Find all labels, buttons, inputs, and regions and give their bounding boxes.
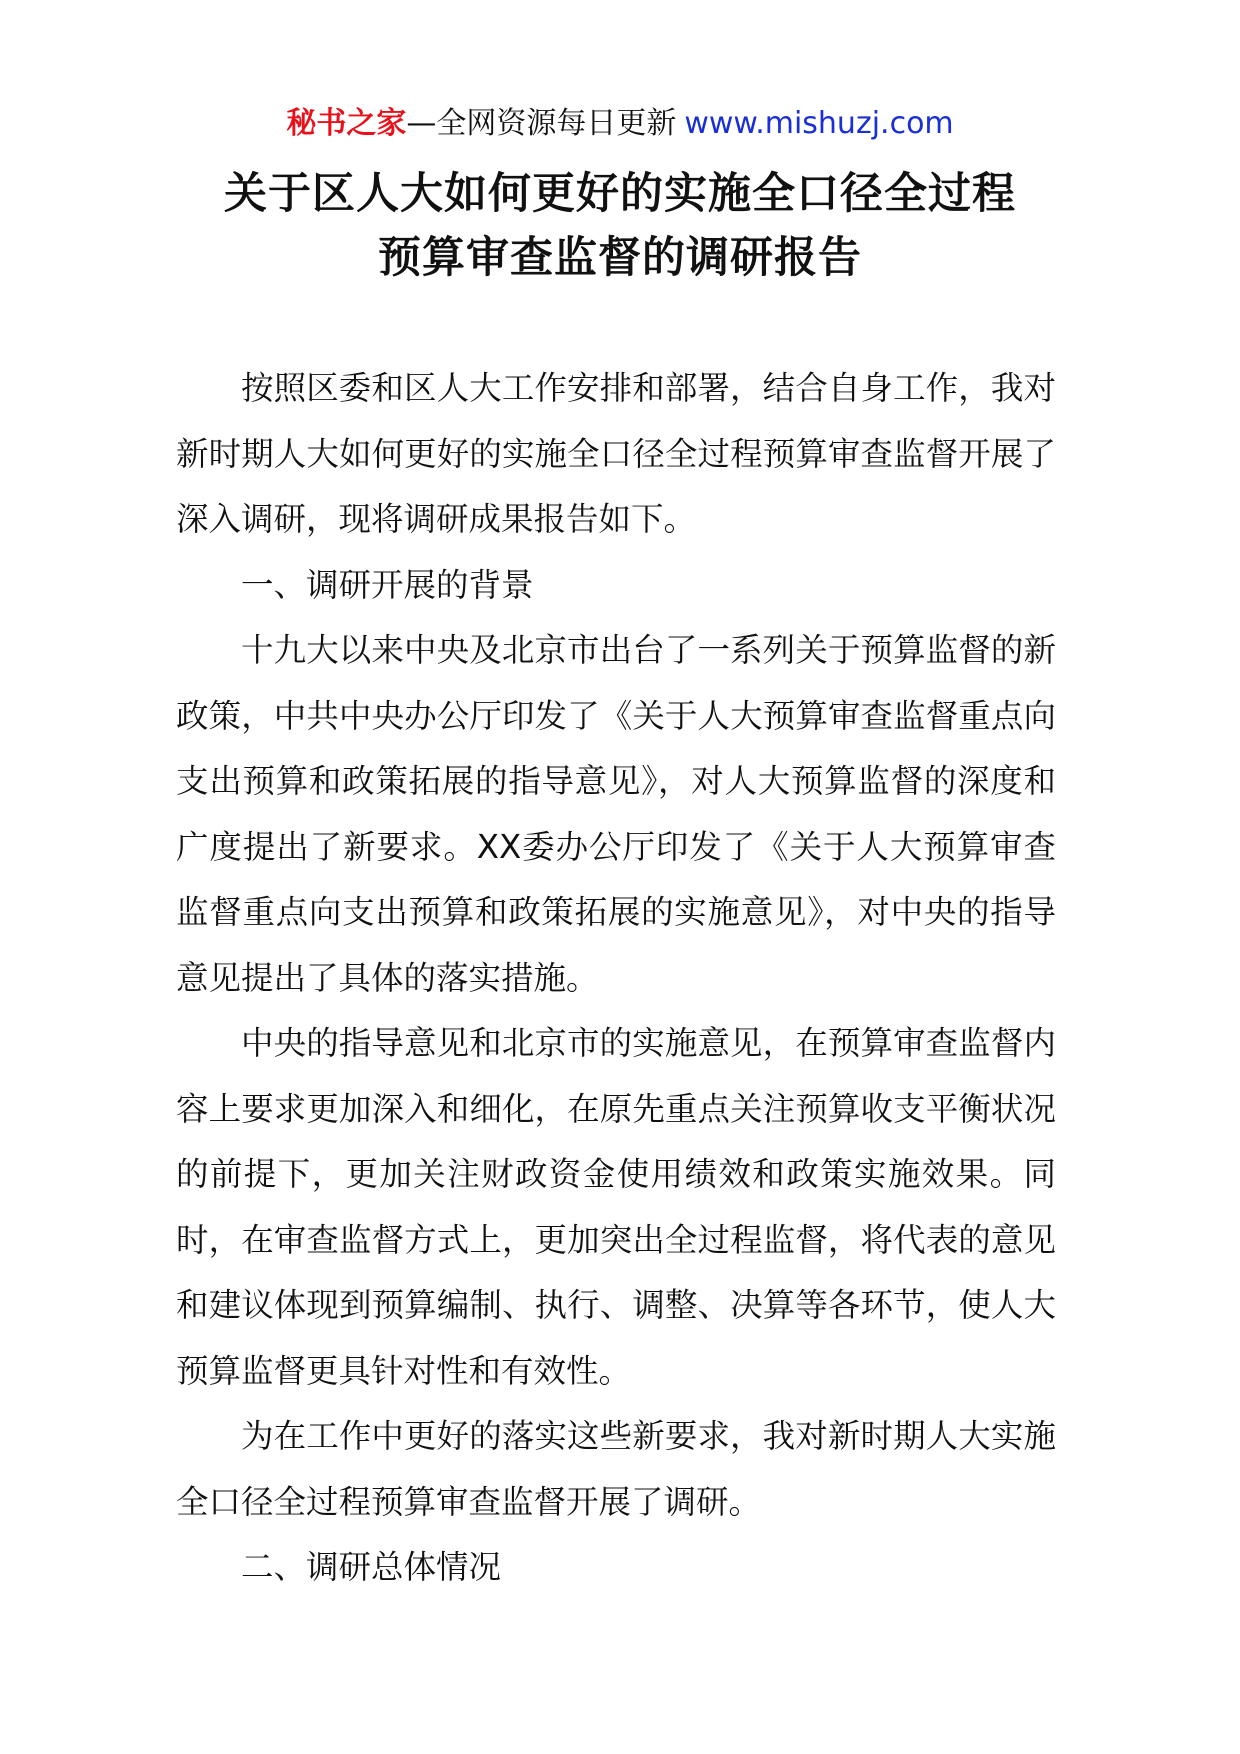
section-heading-background: 一、调研开展的背景 (241, 565, 534, 604)
body-paragraph: 十九大以来中央及北京市出台了一系列关于预算监督的新政策，中共中央办公厅印发了《关于人大预算审查监督重点向支出预算和政策拓展的指导意见》，对人大预算监督的深度和广度提出了新要求。XX委办公厅印发了《关于人大预算审查监督重点向支出预算和政策拓展的实施意见》，对中央的指导意见提出了具体的落实措施。 (176, 631, 1056, 997)
title-line-1: 关于区人大如何更好的实施全口径全过程 (224, 169, 1016, 219)
site-header (0, 102, 1240, 146)
body-paragraph: 为在工作中更好的落实这些新要求，我对新时期人大实施全口径全过程预算审查监督开展了调研。 (176, 1417, 1056, 1521)
document-title (0, 162, 1240, 290)
title-line-2: 预算审查监督的调研报告 (378, 233, 862, 283)
section-heading-overview: 二、调研总体情况 (241, 1548, 502, 1586)
header-tagline: —全网资源每日更新 (406, 106, 677, 141)
document-body (176, 356, 1056, 1601)
body-paragraph: 中央的指导意见和北京市的实施意见，在预算审查监督内容上要求更加深入和细化，在原先重点关注预算收支平衡状况的前提下，更加关注财政资金使用绩效和政策实施效果。同时，在审查监督方式上，更加突出全过程监督，将代表的意见和建议体现到预算编制、执行、调整、决算等各环节，使人大预算监督更具针对性和有效性。 (176, 1024, 1056, 1390)
brand-name: 秘书之家 (286, 106, 407, 141)
site-url: www.mishuzj.com (684, 106, 954, 141)
intro-paragraph: 按照区委和区人大工作安排和部署，结合自身工作，我对新时期人大如何更好的实施全口径全过程预算审查监督开展了深入调研，现将调研成果报告如下。 (176, 369, 1056, 538)
